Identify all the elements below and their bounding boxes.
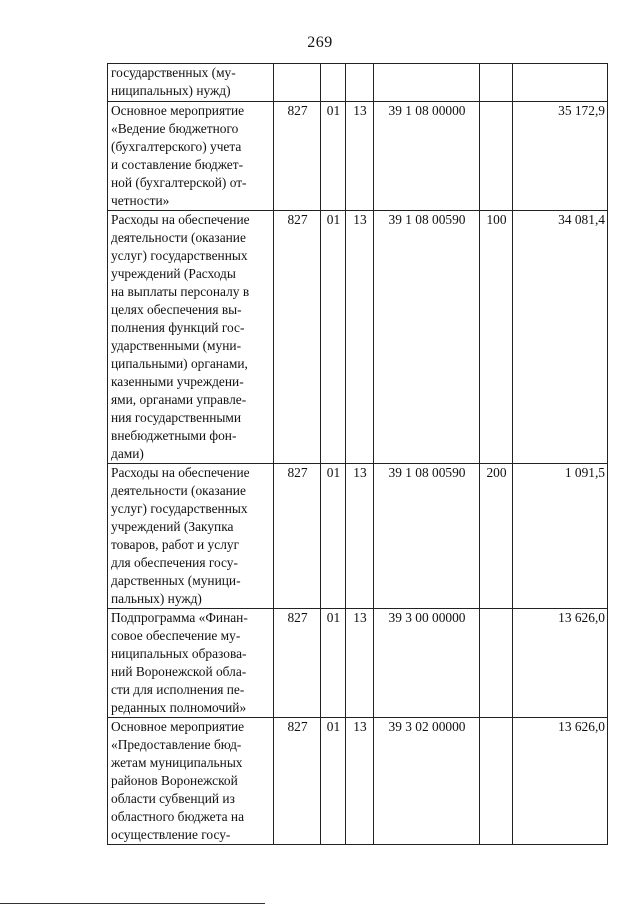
section-code: 01 bbox=[321, 718, 346, 845]
target-article: 39 3 02 00000 bbox=[374, 718, 480, 845]
expense-type bbox=[480, 102, 513, 211]
footnote-divider bbox=[0, 903, 265, 904]
subsection-code: 13 bbox=[346, 102, 374, 211]
table-row bbox=[108, 464, 608, 609]
admin-code: 827 bbox=[274, 464, 321, 609]
subsection-code bbox=[346, 64, 374, 102]
amount: 13 626,0 bbox=[513, 718, 608, 845]
subsection-code: 13 bbox=[346, 211, 374, 464]
table-row bbox=[108, 609, 608, 718]
target-article: 39 1 08 00590 bbox=[374, 464, 480, 609]
target-article: 39 3 00 00000 bbox=[374, 609, 480, 718]
subsection-code: 13 bbox=[346, 609, 374, 718]
subsection-code: 13 bbox=[346, 718, 374, 845]
table-row bbox=[108, 718, 608, 845]
admin-code bbox=[274, 64, 321, 102]
expense-type: 100 bbox=[480, 211, 513, 464]
section-code: 01 bbox=[321, 211, 346, 464]
budget-table bbox=[107, 63, 608, 845]
admin-code: 827 bbox=[274, 211, 321, 464]
admin-code: 827 bbox=[274, 609, 321, 718]
amount: 35 172,9 bbox=[513, 102, 608, 211]
expense-type bbox=[480, 718, 513, 845]
row-name: Расходы на обеспечение деятельности (оказание услуг) государственных учреждений (Закупка товаров, работ и услуг для обеспечения госу- дарственных (муници- пальных) нужд) bbox=[108, 464, 274, 609]
section-code bbox=[321, 64, 346, 102]
row-name: Подпрограмма «Финан- совое обеспечение му- ниципальных образова- ний Воронежской обла- сти для исполнения пе- реданных полномочий» bbox=[108, 609, 274, 718]
target-article: 39 1 08 00000 bbox=[374, 102, 480, 211]
amount: 34 081,4 bbox=[513, 211, 608, 464]
row-name: Основное мероприятие «Ведение бюджетного (бухгалтерского) учета и составление бюджет- ной (бухгалтерской) от- четности» bbox=[108, 102, 274, 211]
section-code: 01 bbox=[321, 102, 346, 211]
amount: 13 626,0 bbox=[513, 609, 608, 718]
row-name: Расходы на обеспечение деятельности (оказание услуг) государственных учреждений (Расходы на выплаты персоналу в целях обеспечения вы- полнения функций гос- ударственными (муни- ципальными) органами, казенными учреждени- ями, органами управле- ния государственными внебюджетными фон- дами) bbox=[108, 211, 274, 464]
expense-type: 200 bbox=[480, 464, 513, 609]
admin-code: 827 bbox=[274, 718, 321, 845]
target-article: 39 1 08 00590 bbox=[374, 211, 480, 464]
table-row bbox=[108, 102, 608, 211]
table-row bbox=[108, 211, 608, 464]
admin-code: 827 bbox=[274, 102, 321, 211]
section-code: 01 bbox=[321, 609, 346, 718]
subsection-code: 13 bbox=[346, 464, 374, 609]
row-name: Основное мероприятие «Предоставление бюд- жетам муниципальных районов Воронежской области субвенций из областного бюджета на осуществление госу- bbox=[108, 718, 274, 845]
target-article bbox=[374, 64, 480, 102]
expense-type bbox=[480, 609, 513, 718]
page-number: 269 bbox=[307, 34, 333, 51]
table-row bbox=[108, 64, 608, 102]
amount: 1 091,5 bbox=[513, 464, 608, 609]
expense-type bbox=[480, 64, 513, 102]
row-name: государственных (му- ниципальных) нужд) bbox=[108, 64, 274, 102]
section-code: 01 bbox=[321, 464, 346, 609]
amount bbox=[513, 64, 608, 102]
